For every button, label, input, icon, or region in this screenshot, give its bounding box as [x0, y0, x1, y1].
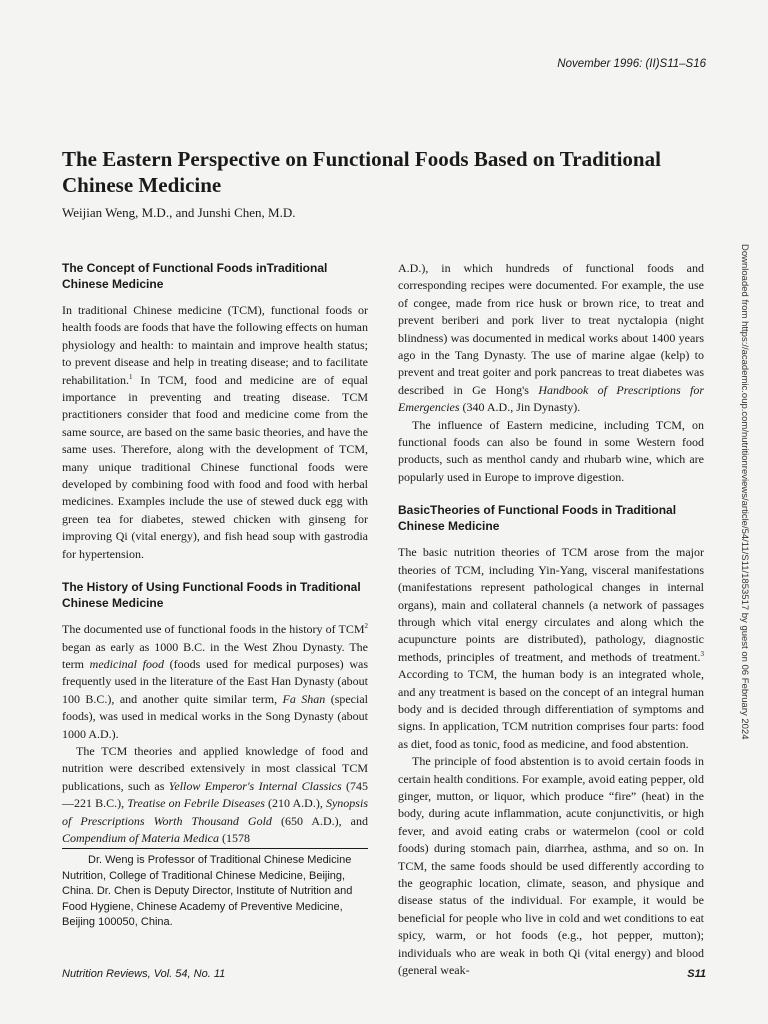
- left-column: [62, 260, 368, 863]
- section-concept: [62, 260, 368, 563]
- paragraph: A.D.), in which hundreds of functional foods and corresponding recipes were documented. For example, the use of congee, made from rice husk or brown rice, to treat and prevent beriberi and pork liver to treat nyctalopia (night blindness) was documented in medical works about 1400 years ago in the Tang Dynasty. The use of marine algae (kelp) to prevent and treat goiter and pork pancreas to treat diabetes was described in Ge Hong's Handbook of Prescriptions for Emergencies (340 A.D., Jin Dynasty).: [398, 261, 704, 415]
- section-history: [62, 579, 368, 847]
- author-footnote: Dr. Weng is Professor of Traditional Chinese Medicine Nutrition, College of Traditional Chinese Medicine, Beijing, China. Dr. Chen is Deputy Director, Institute of Nutrition and Food Hygiene, Chinese Academy of Preventive Medicine, Beijing 100050, China.: [62, 848, 368, 931]
- issue-info: November 1996: (II)S11–S16: [557, 58, 706, 70]
- section-heading: The Concept of Functional Foods inTraditional Chinese Medicine: [62, 261, 328, 291]
- section-basic-theories: [398, 502, 704, 979]
- citation: 2: [364, 622, 368, 631]
- page-number: S11: [687, 968, 706, 980]
- section-heading: The History of Using Functional Foods in Traditional Chinese Medicine: [62, 580, 361, 611]
- paragraph: The influence of Eastern medicine, including TCM, on functional foods can also be found in some Western food products, such as menthol candy and rhubarb wine, which are popularly used in Europe to improve digestion.: [398, 417, 704, 484]
- article-title: The Eastern Perspective on Functional Foods Based on Traditional Chinese Medicine: [62, 147, 661, 197]
- paragraph: The TCM theories and applied knowledge of food and nutrition were described extensively in most classical TCM publications, such as Yellow Emperor's Internal Classics (745—221 B.C.), Treatise on Febrile Diseases (210 A.D.), Synopsis of Prescriptions Worth Thousand Gold (650 A.D.), and Compendium of Materia Medica (1578: [62, 743, 368, 845]
- paragraph: The principle of food abstention is to avoid certain foods in certain health conditions. For example, avoid eating pepper, old ginger, mutton, or liquor, which produce “fire” (heat) in the body, during acute inflammation, acute conjunctivitis, or high fever, and avoid eating crabs or watermelon (cool or cold foods) during stomach pain, diarrhea, asthma, and so on. In TCM, the same foods should be used differently according to the geographic location, climate, season, and physique and disease status of the individual. For example, it would be beneficial for people who live in cold and wet conditions to eat spicy, warm, or hot foods (e.g., hot pepper, mutton); individuals who are weak in both Qi (vital energy) and blood (general weak-: [398, 754, 704, 978]
- paragraph: The documented use of functional foods in the history of TCM$^2$ began as early as 1000 B.C. in the West Zhou Dynasty. The term medicinal food (foods used for medical purposes) was frequently used in the literature of the East Han Dynasty (about 100 B.C.), and another quite similar term, Fa Shan (special foods), was used in medical works in the Song Dynasty (about 1000 A.D.).: [62, 622, 369, 741]
- citation: 1: [128, 372, 133, 381]
- download-notice: Downloaded from https://academic.oup.com/nutritionreviews/article/54/11/S11/1853517 by guest on 06 February 2024: [739, 244, 750, 740]
- paragraph: The basic nutrition theories of TCM arose from the major theories of TCM, including Yin-Yang, visceral manifestations (manifestations represent pathological changes in internal organs), main and collateral channels (a network of passages through which vital energy circulates and along which the acupuncture points are distributed), pathology, diagnostic methods, principles of treatment, and methods of treatment.$^3$ According to TCM, the human body is an integrated whole, and any treatment is based on the concept of an integral human body and is decided through differentiation of symptoms and signs. In application, TCM nutrition comprises four parts: food as diet, food as tonic, food as medicine, and food abstention.: [398, 545, 704, 751]
- citation: 3: [700, 649, 704, 658]
- authors: Weijian Weng, M.D., and Junshi Chen, M.D.: [62, 205, 296, 220]
- paragraph: In traditional Chinese medicine (TCM), functional foods or health foods are foods that have the following effects on human physiology and health: to maintain and improve health status; to prevent disease and help in treating disease; and to facilitate rehabilitation.$^1$ In TCM, food and medicine are of equal importance in preventing and treating disease. TCM practitioners consider that food and medicine come from the same source, are based on the same basic theories, and have the same uses. Therefore, along with the development of TCM, many unique traditional Chinese functional foods were developed by combining food with food and food with herbal medicines. Examples include the use of stewed duck egg with green tea for diabetes, stewed chicken with ginseng for improving Qi (vital energy), and fish head soup with gastrodia for hypertension.: [62, 303, 368, 561]
- journal-footer: Nutrition Reviews, Vol. 54, No. 11: [62, 968, 226, 980]
- section-heading: BasicTheories of Functional Foods in Traditional Chinese Medicine: [398, 503, 677, 534]
- right-column: [398, 260, 704, 995]
- section-history-continued: [398, 260, 704, 486]
